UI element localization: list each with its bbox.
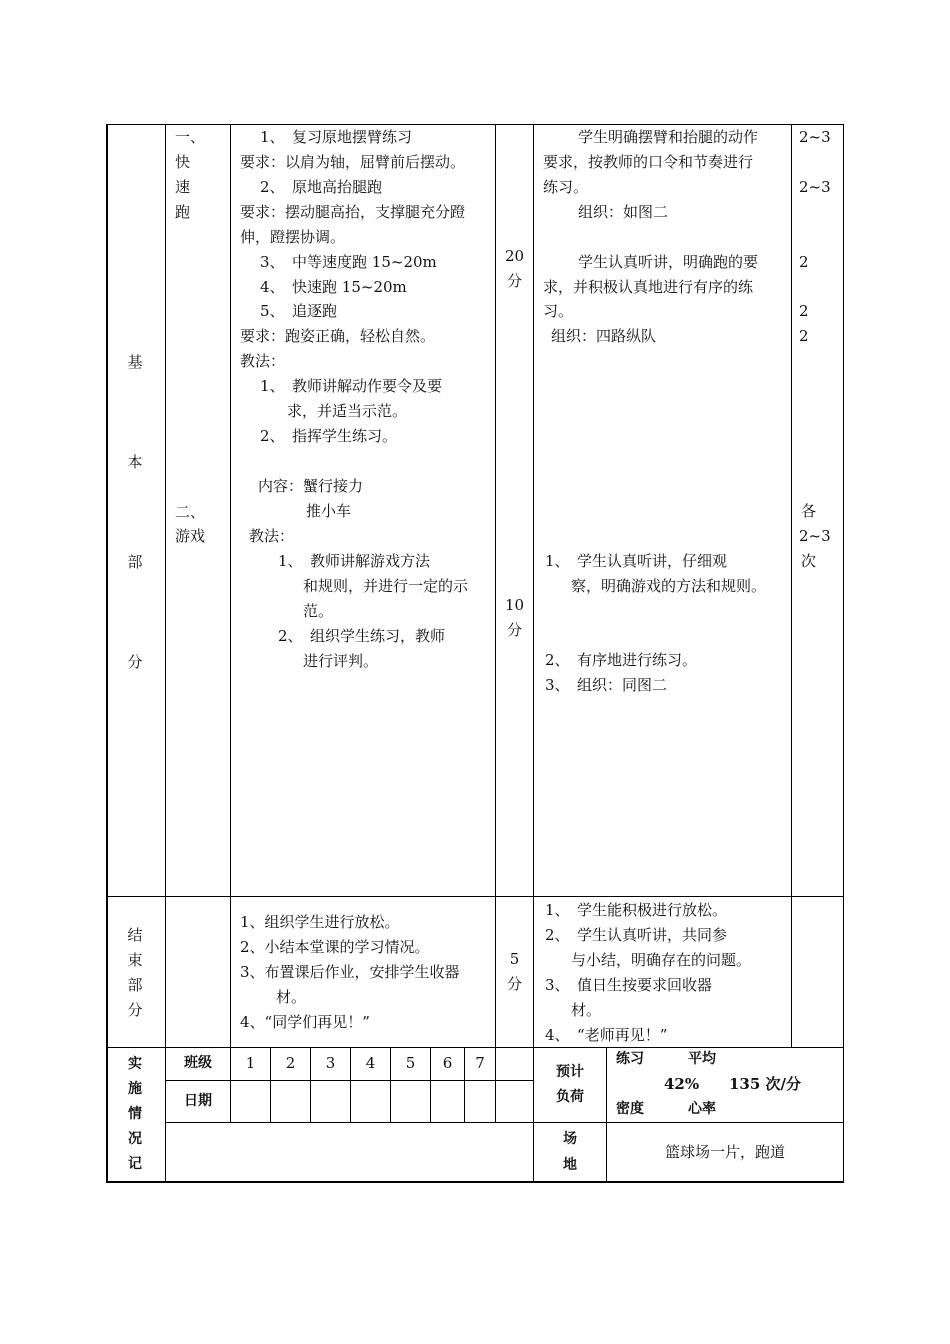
venue-value: 篮球场一片，跑道 [664, 1143, 785, 1161]
class-label: 班级 [184, 1055, 212, 1071]
date-label: 日期 [184, 1093, 212, 1109]
